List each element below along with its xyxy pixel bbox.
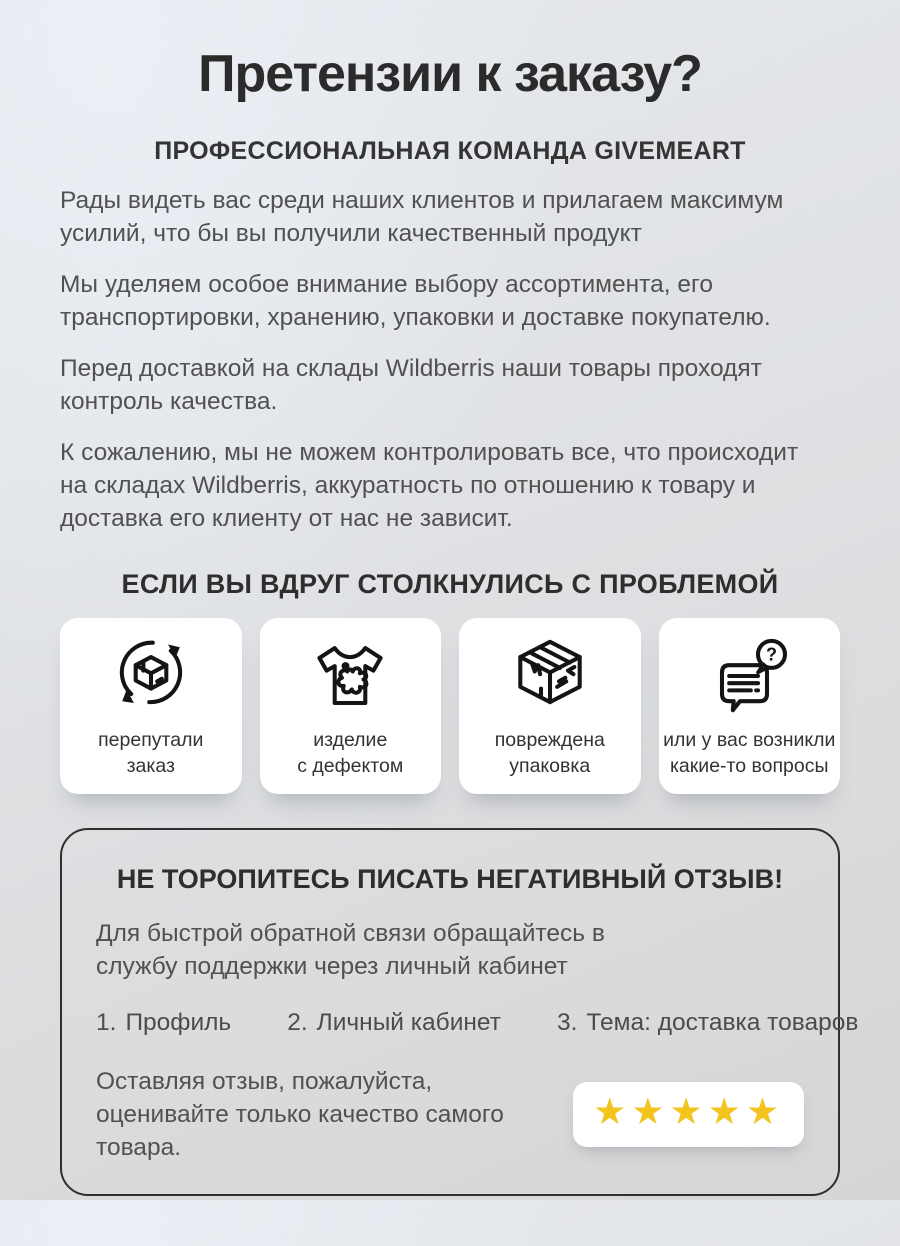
problem-card-wrong-order [60,618,242,794]
problems-section-title: ЕСЛИ ВЫ ВДРУГ СТОЛКНУЛИСЬ С ПРОБЛЕМОЙ [121,569,779,600]
intro-paragraph-4: К сожалению, мы не можем контролировать все, что происходит на складах Wildberris, аккуратность по отношению к товару и доставка его клиенту от нас не зависит. [60,439,799,533]
page-title: Претензии к заказу? [198,45,702,103]
intro-paragraph-3: Перед доставкой на склады Wildberris наши товары проходят контроль качества. [60,355,762,416]
problem-card-label: изделие с дефектом [297,729,404,778]
problem-card-questions [659,618,841,794]
problem-card-defect [260,618,442,794]
exchange-box-icon [106,631,196,721]
problem-card-label: перепутали заказ [98,729,204,778]
infographic-page [0,46,900,1246]
notice-body: Для быстрой обратной связи обращайтесь в службу поддержки через личный кабинет [96,920,605,981]
notice-header: НЕ ТОРОПИТЕСЬ ПИСАТЬ НЕГАТИВНЫЙ ОТЗЫВ! [116,864,784,895]
notice-box [60,828,859,1196]
rating-panel [573,1082,804,1146]
page-subtitle: ПРОФЕССИОНАЛЬНАЯ КОМАНДА GIVEMEART [154,137,746,166]
support-step-1: 1. Профиль [96,1009,232,1037]
five-stars-icon: ★★★★★ [593,1091,784,1133]
support-step-2: 2. Личный кабинет [287,1009,501,1037]
review-row [96,1065,804,1164]
problem-card-label: повреждена упаковка [494,729,605,778]
problem-cards-row [60,618,840,794]
problem-card-label: или у вас возникли какие-то вопросы [663,729,836,778]
defect-tshirt-icon [305,631,395,721]
problem-card-damaged [459,618,641,794]
damaged-package-icon [505,631,595,721]
review-note: Оставляя отзыв, пожалуйста, оценивайте только качество самого товара. [96,1068,504,1162]
intro-paragraph-2: Мы уделяем особое внимание выбору ассортимента, его транспортировки, хранению, упаковки и доставке покупателю. [60,271,771,332]
question-chat-icon [704,631,794,721]
intro-paragraph-1: Рады видеть вас среди наших клиентов и прилагаем максимум усилий, что бы вы получили качественный продукт [60,187,784,248]
support-step-3: 3. Тема: доставка товаров [556,1009,859,1037]
svg-text:?: ? [766,644,778,665]
support-steps [96,1009,859,1037]
